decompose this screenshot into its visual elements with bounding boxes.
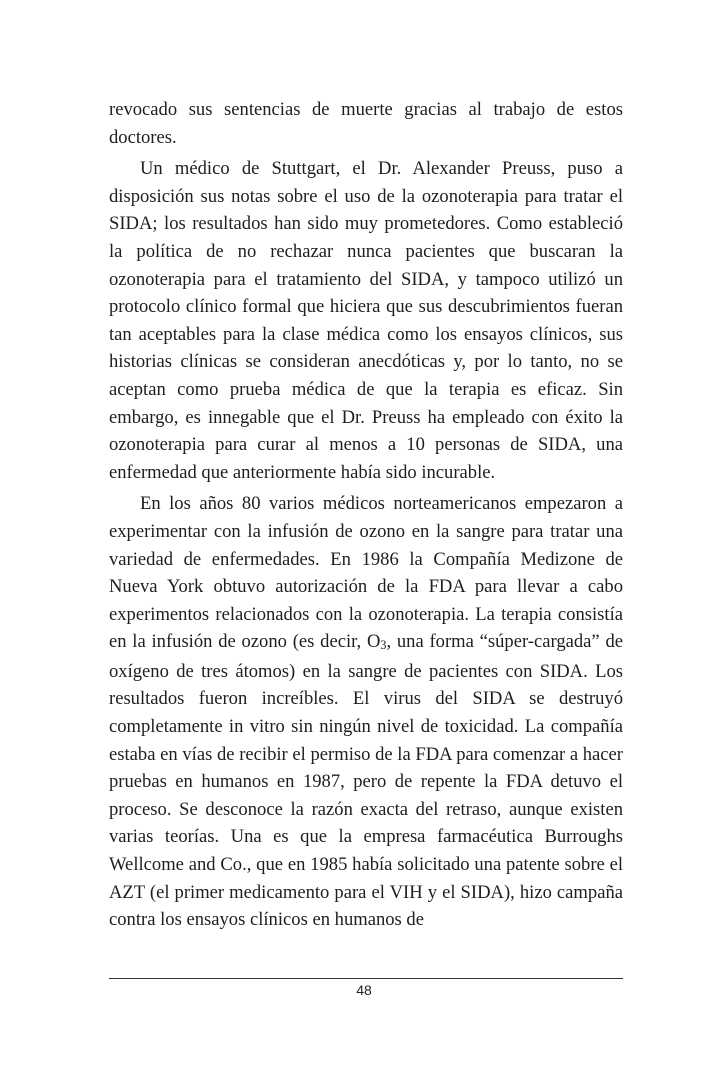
paragraph-3-part-2: , una forma “súper-cargada” de oxígeno de tres átomos) en la sangre de pacientes con SIDA. Los resultados fueron increíbles. El virus del SIDA se destruyó completamente in vitro sin ningún nivel de toxicidad. La compañía estaba en vías de recibir el permiso de la FDA para comenzar a hacer pruebas en humanos en 1987, pero de repente la FDA detuvo el proceso. Se desconoce la razón exacta del retraso, aunque existen varias teorías. Una es que la empresa farmacéutica Burroughs Wellcome and Co., que en 1985 había solicitado una patente sobre el AZT (el primer medicamento para el VIH y el SIDA), hizo campaña contra los ensayos clínicos en humanos de [109, 631, 623, 931]
paragraph-3-part-1: En los años 80 varios médicos norteamericanos empezaron a experimentar con la infusión de ozono en la sangre para tratar una variedad de enfermedades. En 1986 la Compañía Medizone de Nueva York obtuvo autorización de la FDA para llevar a cabo experimentos relacionados con la ozonoterapia. La terapia consistía en la infusión de ozono (es decir, O [109, 493, 623, 653]
paragraph-1: revocado sus sentencias de muerte gracias al trabajo de estos doctores. [109, 99, 623, 148]
paragraph-2: Un médico de Stuttgart, el Dr. Alexander Preuss, puso a disposición sus notas sobre el uso de la ozonoterapia para tratar el SIDA; los resultados han sido muy prometedores. Como estableció la política de no rechazar nunca pacientes que buscaran la ozonoterapia para el tratamiento del SIDA, y tampoco utilizó un protocolo clínico formal que hiciera que sus descubrimientos fueran tan aceptables para la clase médica como los ensayos clínicos, sus historias clínicas se consideran anecdóticas y, por lo tanto, no se aceptan como prueba médica de que la terapia es eficaz. Sin embargo, es innegable que el Dr. Preuss ha empleado con éxito la ozonoterapia para curar al menos a 10 personas de SIDA, una enfermedad que anteriormente había sido incurable. [109, 158, 623, 483]
page-number: 48 [356, 982, 372, 998]
ozone-subscript: 3 [380, 638, 387, 653]
paragraph-3 [109, 490, 623, 934]
footer-rule [109, 978, 623, 979]
body-text [109, 96, 623, 934]
